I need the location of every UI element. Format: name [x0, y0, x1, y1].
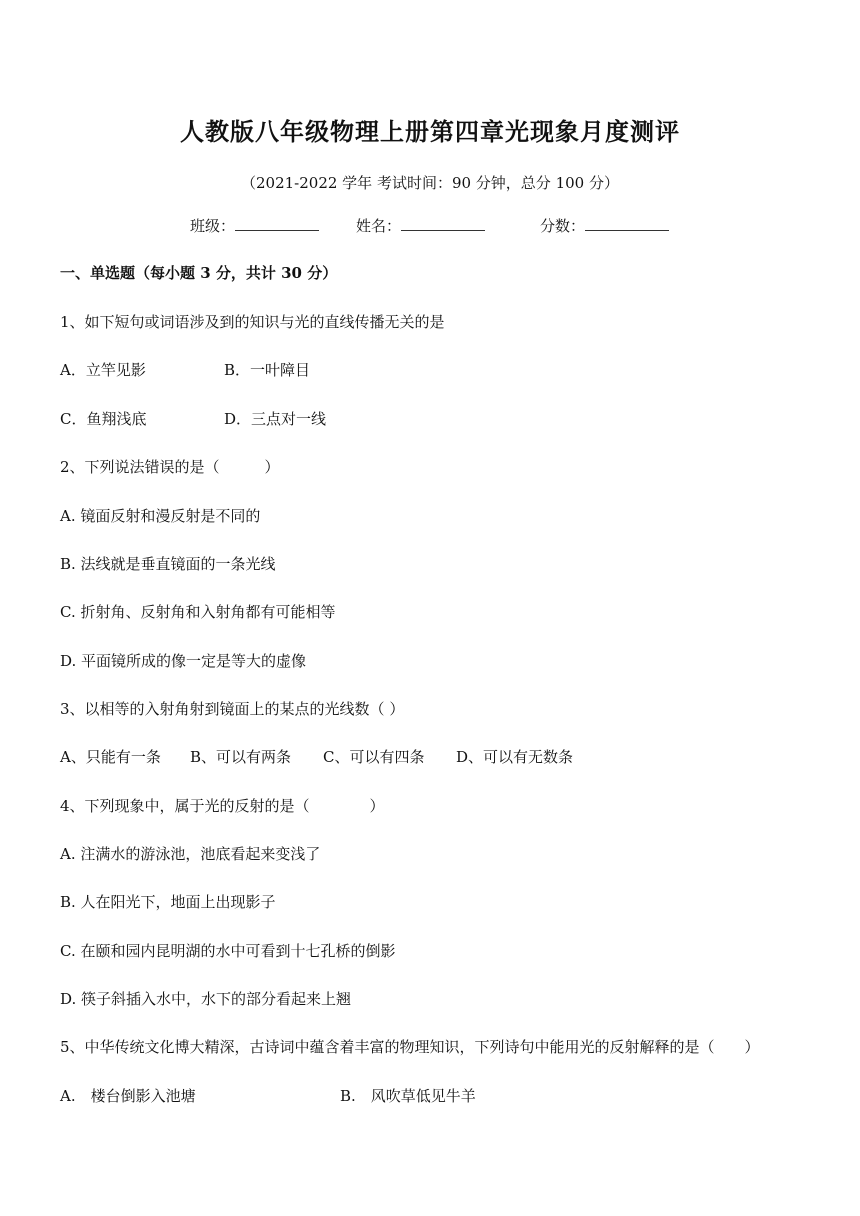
- question-4-option-a: A. 注满水的游泳池，池底看起来变浅了: [60, 845, 321, 863]
- question-2-option-d: D. 平面镜所成的像一定是等大的虚像: [60, 652, 307, 670]
- question-2-option-a: A. 镜面反射和漫反射是不同的: [60, 507, 261, 525]
- question-4-option-b: B. 人在阳光下，地面上出现影子: [60, 893, 276, 911]
- class-blank: [235, 216, 319, 231]
- score-label: 分数：: [540, 217, 586, 235]
- name-label: 姓名：: [356, 217, 402, 235]
- name-field: [356, 215, 485, 236]
- question-3-option-d: D、可以有无数条: [456, 748, 574, 766]
- name-blank: [401, 216, 485, 231]
- score-blank: [585, 216, 669, 231]
- exam-info: （2021-2022 学年 考试时间：90 分钟，总分 100 分）: [241, 174, 619, 192]
- score-field: [540, 215, 669, 236]
- question-1-stem: 1、如下短句或词语涉及到的知识与光的直线传播无关的是: [60, 313, 445, 331]
- question-2-stem: 2、下列说法错误的是（ ）: [60, 458, 280, 476]
- question-2-option-c: C. 折射角、反射角和入射角都有可能相等: [60, 603, 336, 621]
- question-3-option-c: C、可以有四条: [323, 748, 425, 766]
- class-label: 班级：: [190, 217, 236, 235]
- question-4-option-d: D. 筷子斜插入水中，水下的部分看起来上翘: [60, 990, 352, 1008]
- section-heading: 一、单选题（每小题 3 分，共计 30 分）: [60, 264, 338, 282]
- question-5-stem: 5、中华传统文化博大精深，古诗词中蕴含着丰富的物理知识，下列诗句中能用光的反射解释的是（ ）: [60, 1038, 760, 1056]
- question-4-stem: 4、下列现象中，属于光的反射的是（ ）: [60, 797, 385, 815]
- question-4-option-c: C. 在颐和园内昆明湖的水中可看到十七孔桥的倒影: [60, 942, 396, 960]
- question-1-option-c: C．鱼翔浅底: [60, 410, 147, 428]
- question-5-option-a: A. 楼台倒影入池塘: [60, 1087, 196, 1105]
- question-1-option-d: D．三点对一线: [224, 410, 327, 428]
- class-field: [190, 215, 319, 236]
- question-2-option-b: B. 法线就是垂直镜面的一条光线: [60, 555, 276, 573]
- page-title: 人教版八年级物理上册第四章光现象月度测评: [180, 117, 680, 146]
- question-1-option-b: B．一叶障目: [224, 361, 311, 379]
- question-3-option-b: B、可以有两条: [190, 748, 292, 766]
- question-3-option-a: A、只能有一条: [60, 748, 161, 766]
- question-3-stem: 3、以相等的入射角射到镜面上的某点的光线数（ ）: [60, 700, 405, 718]
- question-5-option-b: B. 风吹草低见牛羊: [340, 1087, 476, 1105]
- question-1-option-a: A．立竿见影: [60, 361, 146, 379]
